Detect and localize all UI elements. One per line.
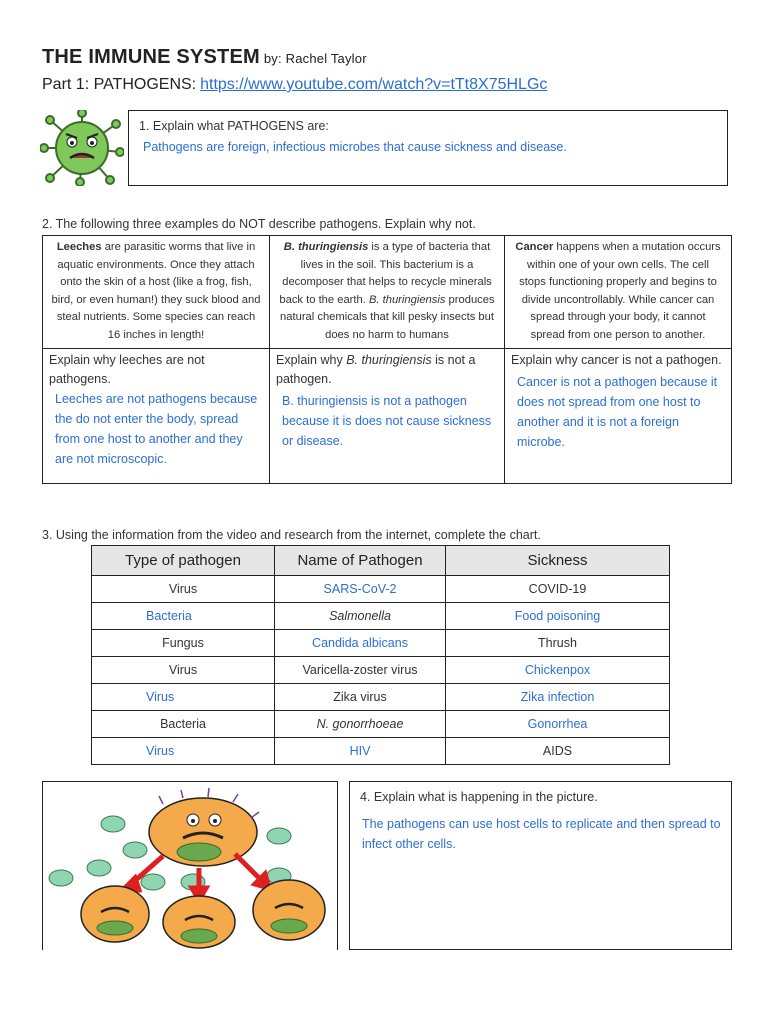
cell-name[interactable]: Zika virus [275, 684, 446, 711]
table-row [92, 684, 670, 711]
leeches-description: Leeches are parasitic worms that live in aquatic environments. Once they attach onto the skin of a host (like a frog, fish, bird, or even human!) they suck blood and steal nutrients. Some species can reach 16 inches in length! [43, 236, 270, 349]
cell-sickness[interactable]: Chickenpox [446, 657, 670, 684]
cell-sickness[interactable]: Thrush [446, 630, 670, 657]
question-2: 2. The following three examples do NOT describe pathogens. Explain why not. [42, 217, 476, 231]
cell-type[interactable]: Virus [92, 576, 275, 603]
video-link[interactable]: https://www.youtube.com/watch?v=tTt8X75HLGc [200, 76, 548, 93]
cell-sickness[interactable]: Gonorrhea [446, 711, 670, 738]
header-name: Name of Pathogen [275, 546, 446, 576]
cell-type[interactable]: Virus [92, 684, 275, 711]
cell-name[interactable]: Candida albicans [275, 630, 446, 657]
cell-name[interactable]: Varicella-zoster virus [275, 657, 446, 684]
bt-prompt: Explain why B. thuringiensis is not a pathogen. [276, 352, 476, 386]
answer-1[interactable]: Pathogens are foreign, infectious microbes that cause sickness and disease. [143, 140, 567, 154]
author: by: Rachel Taylor [263, 51, 367, 66]
leeches-prompt: Explain why leeches are not pathogens. [49, 352, 205, 386]
part-heading [42, 76, 547, 94]
pathogen-replication-illustration [43, 782, 337, 950]
cell-name[interactable]: HIV [275, 738, 446, 765]
question-4: 4. Explain what is happening in the picture. [360, 790, 598, 804]
cancer-answer[interactable]: Cancer is not a pathogen because it does not spread from one host to another and it is not a foreign microbe. [517, 374, 718, 449]
title-text: THE IMMUNE SYSTEM [42, 46, 260, 68]
part-label: Part 1: PATHOGENS: [42, 76, 197, 93]
cell-name[interactable]: N. gonorrhoeae [275, 711, 446, 738]
question-1-box [128, 110, 728, 186]
table-row [92, 738, 670, 765]
cancer-prompt: Explain why cancer is not a pathogen. [511, 352, 722, 367]
header-sickness: Sickness [446, 546, 670, 576]
answer-4[interactable]: The pathogens can use host cells to replicate and then spread to infect other cells. [362, 817, 721, 851]
table-row [92, 711, 670, 738]
question-4-box [349, 781, 732, 950]
cell-type[interactable]: Bacteria [92, 603, 275, 630]
cancer-description: Cancer happens when a mutation occurs within one of your own cells. The cell stops functioning properly and begins to divide uncontrollably. While cancer can spread through your body, it cannot spread from one person to another. [505, 236, 732, 349]
cell-type[interactable]: Virus [92, 657, 275, 684]
cell-sickness[interactable]: COVID-19 [446, 576, 670, 603]
page-title [42, 46, 367, 69]
bt-answer[interactable]: B. thuringiensis is not a pathogen because it is does not cause sickness or disease. [282, 393, 492, 448]
cell-type[interactable]: Fungus [92, 630, 275, 657]
cell-sickness[interactable]: Zika infection [446, 684, 670, 711]
cell-sickness[interactable]: Food poisoning [446, 603, 670, 630]
question-3: 3. Using the information from the video and research from the internet, complete the chart. [42, 528, 541, 542]
leeches-answer-cell[interactable] [43, 348, 270, 483]
pathogen-chart [91, 545, 670, 765]
bt-description: B. thuringiensis is a type of bacteria that lives in the soil. This bacterium is a decomposer that helps to recycle minerals back to the earth. B. thuringiensis produces natural chemicals that kill pesky insects but does no harm to humans [270, 236, 505, 349]
germ-icon [40, 110, 124, 186]
question-1: 1. Explain what PATHOGENS are: [139, 119, 329, 133]
cell-name[interactable]: Salmonella [275, 603, 446, 630]
cancer-answer-cell[interactable] [505, 348, 732, 483]
table-row [92, 576, 670, 603]
bt-answer-cell[interactable] [270, 348, 505, 483]
leeches-answer[interactable]: Leeches are not pathogens because the do not enter the body, spread from one host to another and they are not microscopic. [55, 391, 258, 466]
table-row [92, 657, 670, 684]
table-row [92, 603, 670, 630]
cell-type[interactable]: Bacteria [92, 711, 275, 738]
cell-name[interactable]: SARS-CoV-2 [275, 576, 446, 603]
cell-type[interactable]: Virus [92, 738, 275, 765]
examples-table [42, 235, 732, 484]
picture-box [42, 781, 338, 950]
table-row [92, 630, 670, 657]
header-type: Type of pathogen [92, 546, 275, 576]
cell-sickness[interactable]: AIDS [446, 738, 670, 765]
